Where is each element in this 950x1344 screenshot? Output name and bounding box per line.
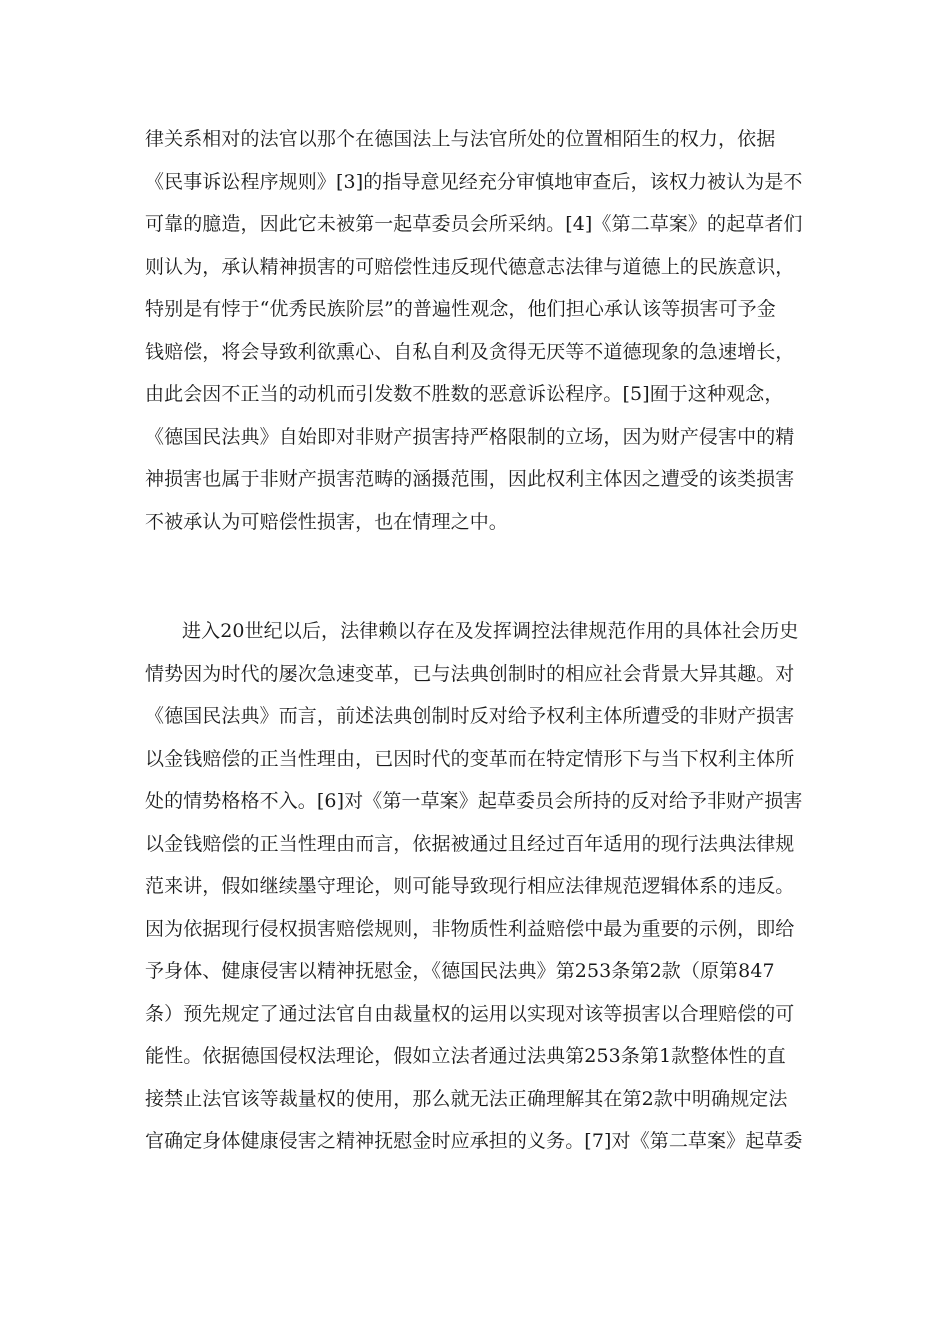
text-line: 不被承认为可赔偿性损害，也在情理之中。: [145, 510, 508, 533]
text-line: 可靠的臆造，因此它未被第一起草委员会所采纳。[4]《第二草案》的起草者们: [145, 213, 803, 235]
text-line: 条）预先规定了通过法官自由裁量权的运用以实现对该等损害以合理赔偿的可: [145, 1002, 795, 1025]
text-line: 钱赔偿，将会导致利欲熏心、自私自利及贪得无厌等不道德现象的急速增长，: [145, 340, 795, 363]
text-line: 由此会因不正当的动机而引发数不胜数的恶意诉讼程序。[5]囿于这种观念，: [145, 383, 784, 405]
text-line: 神损害也属于非财产损害范畴的涵摄范围，因此权利主体因之遭受的该类损害: [145, 468, 795, 490]
text-line: 以金钱赔偿的正当性理由而言，依据被通过且经过百年适用的现行法典法律规: [145, 832, 795, 855]
paragraph-1: [145, 118, 815, 543]
text-line: 官确定身体健康侵害之精神抚慰金时应承担的义务。[7]对《第二草案》起草委: [145, 1130, 803, 1152]
text-line: 《德国民法典》自始即对非财产损害持严格限制的立场，因为财产侵害中的精: [145, 425, 795, 448]
paragraph-2: [145, 610, 815, 1163]
text-line: 情势因为时代的屡次急速变革，已与法典创制时的相应社会背景大异其趣。对: [145, 662, 795, 685]
text-line: 进入20世纪以后，法律赖以存在及发挥调控法律规范作用的具体社会历史: [182, 620, 799, 642]
text-line: 律关系相对的法官以那个在德国法上与法官所处的位置相陌生的权力，依据: [145, 128, 776, 150]
text-line: 特别是有悖于“优秀民族阶层”的普遍性观念，他们担心承认该等损害可予金: [145, 298, 776, 320]
text-line: 能性。依据德国侵权法理论，假如立法者通过法典第253条第1款整体性的直: [145, 1045, 786, 1067]
text-line: 《民事诉讼程序规则》[3]的指导意见经充分审慎地审查后，该权力被认为是不: [145, 170, 803, 193]
text-line: 《德国民法典》而言，前述法典创制时反对给予权利主体所遭受的非财产损害: [145, 705, 795, 727]
text-line: 则认为，承认精神损害的可赔偿性违反现代德意志法律与道德上的民族意识，: [145, 255, 795, 278]
text-line: 范来讲，假如继续墨守理论，则可能导致现行相应法律规范逻辑体系的违反。: [145, 875, 795, 897]
text-line: 处的情势格格不入。[6]对《第一草案》起草委员会所持的反对给予非财产损害: [145, 790, 803, 812]
text-line: 因为依据现行侵权损害赔偿规则，非物质性利益赔偿中最为重要的示例，即给: [145, 917, 795, 940]
text-line: 接禁止法官该等裁量权的使用，那么就无法正确理解其在第2款中明确规定法: [145, 1087, 788, 1110]
text-line: 以金钱赔偿的正当性理由，已因时代的变革而在特定情形下与当下权利主体所: [145, 747, 795, 770]
text-line: 予身体、健康侵害以精神抚慰金，《德国民法典》第253条第2款（原第847: [145, 960, 775, 982]
